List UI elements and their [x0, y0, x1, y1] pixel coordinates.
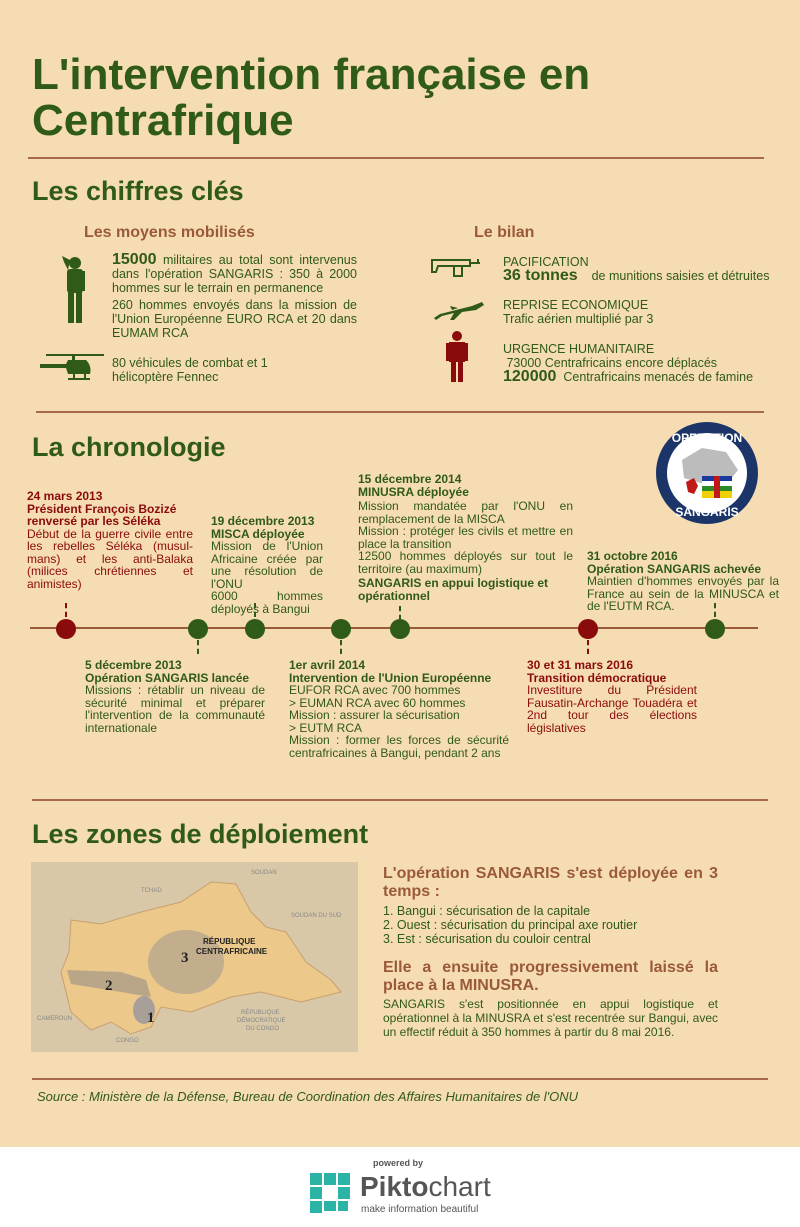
map-label: CENTRAFRICAINE [196, 947, 268, 956]
map-label: CONGO [116, 1038, 139, 1044]
divider [36, 411, 764, 413]
timeline-marker[interactable] [578, 619, 598, 639]
rifle-icon [430, 256, 482, 278]
timeline-connector [399, 606, 401, 620]
divider [28, 157, 764, 159]
step-item: 1. Bangui : sécurisation de la capitale [383, 904, 591, 918]
map-label: RÉPUBLIQUE [241, 1010, 280, 1016]
helicopter-icon [38, 352, 104, 384]
timeline-marker[interactable] [390, 619, 410, 639]
zones-heading-2: Elle a ensuite progressivement laissé la place à la MINUSRA. [383, 959, 718, 994]
map-label: TCHAD [141, 888, 162, 894]
footer [0, 1147, 800, 1227]
soldiers-stat: 15000 militaires au total sont intervenus dans l'opération SANGARIS : 350 à 2000 hommes sur le terrain en permanence [112, 251, 358, 295]
timeline-event: 31 octobre 2016 Opération SANGARIS achevée Maintien d'hommes envoyés par la France au sein de la MINUSCA et de l'EUTM RCA. [587, 549, 779, 613]
page-title: L'intervention française en Centrafrique [32, 50, 591, 145]
deployment-steps [383, 904, 718, 946]
timeline-event: 19 décembre 2013 MISCA déployée Mission de l'Union Africaine créée par une résolution de l'ONU 6000 hommes déployés à Bangui [211, 514, 323, 616]
step-item: 3. Est : sécurisation du couloir central [383, 932, 591, 946]
timeline-marker[interactable] [188, 619, 208, 639]
tagline: make information beautiful [361, 1204, 479, 1215]
section-heading-chiffres: Les chiffres clés [32, 176, 244, 206]
moyens-heading: Les moyens mobilisés [84, 224, 255, 241]
timeline-event: 24 mars 2013 Président François Bozizé renversé par les Séléka Début de la guerre civile entre les rebelles Séléka (musul-mans) et les anti-Balaka (milices chrétiennes et animistes) [27, 489, 193, 591]
zones-body: SANGARIS s'est positionnée en appui logistique et opérationnel à la MINUSRA et s'est recentrée sur Bangui, avec un effectif réduit à 350 hommes à partir du 8 mai 2016. [383, 997, 718, 1039]
operation-sangaris-logo [654, 420, 760, 526]
timeline-connector [197, 640, 199, 654]
timeline-event: 15 décembre 2014 MINUSRA déployée Mission mandatée par l'ONU en remplacement de la MISCA Mission : protéger les civils et mettre en place la transition 12500 hommes déployés sur tout le territoire (au maximum) SANGARIS en appui logistique et opérationnel [358, 472, 573, 603]
timeline-connector [340, 640, 342, 654]
piktochart-brand[interactable]: Piktochart [360, 1171, 491, 1202]
person-icon [446, 331, 468, 383]
section-heading-zones: Les zones de déploiement [32, 819, 369, 849]
bilan-heading: Le bilan [474, 224, 535, 241]
logo-text-bottom: SANGARIS [675, 505, 739, 519]
zone-label: 2 [105, 978, 113, 994]
map-label: SOUDAN [251, 870, 277, 876]
eu-stat: 260 hommes envoyés dans la mission de l'Union Européenne EURO RCA et 20 dans EUMAM RCA [112, 298, 357, 340]
piktochart-logo-icon[interactable] [310, 1173, 352, 1215]
map-label: CAMEROUN [37, 1016, 73, 1022]
map-label: RÉPUBLIQUE [203, 937, 256, 946]
airplane-icon [432, 296, 484, 322]
deployment-map [31, 862, 358, 1052]
timeline-event: 5 décembre 2013 Opération SANGARIS lancée Missions : rétablir un niveau de sécurité minimal et préparer l'intervention de la communauté internationale [85, 658, 265, 735]
logo-text-top: OPERATION [671, 431, 743, 445]
saluting-soldier-icon [58, 254, 92, 326]
zones-heading-1: L'opération SANGARIS s'est déployée en 3 temps : [383, 865, 718, 900]
divider [32, 799, 768, 801]
section-heading-chronologie: La chronologie [32, 432, 226, 462]
map-label: DU CONGO [246, 1026, 279, 1032]
map-label: DÉMOCRATIQUE [237, 1018, 286, 1024]
zone-label: 3 [181, 950, 189, 966]
divider [32, 1078, 768, 1080]
source-note: Source : Ministère de la Défense, Bureau de Coordination des Affaires Humanitaires de l'ONU [37, 1089, 579, 1104]
timeline-marker[interactable] [705, 619, 725, 639]
timeline-event: 1er avril 2014 Intervention de l'Union Européenne EUFOR RCA avec 700 hommes > EUMAN RCA avec 60 hommes Mission : assurer la sécurisation > EUTM RCA Mission : former les forces de sécurité centrafricaines à Bangui, pendant 2 ans [289, 658, 509, 760]
timeline-marker[interactable] [331, 619, 351, 639]
timeline-marker[interactable] [245, 619, 265, 639]
pacification-stat: PACIFICATION 36 tonnes de munitions saisies et détruites [503, 255, 770, 284]
step-item: 2. Ouest : sécurisation du principal axe routier [383, 918, 638, 932]
timeline-marker[interactable] [56, 619, 76, 639]
vehicles-stat: 80 véhicules de combat et 1 hélicoptère Fennec [112, 356, 268, 384]
economy-stat: REPRISE ECONOMIQUE Trafic aérien multiplié par 3 [503, 298, 654, 326]
humanitarian-stat: URGENCE HUMANITAIRE 73000 Centrafricains encore déplacés 120000 Centrafricains menacés de famine [503, 342, 754, 385]
zone-label: 1 [147, 1010, 155, 1026]
map-label: SOUDAN DU SUD [291, 913, 342, 919]
timeline-connector [65, 603, 67, 617]
timeline-connector [587, 640, 589, 654]
timeline-event: 30 et 31 mars 2016 Transition démocratique Investiture du Président Fausatin-Archange Touadéra et 2nd tour des élections législatives [527, 658, 697, 735]
powered-by: powered by [373, 1158, 424, 1168]
